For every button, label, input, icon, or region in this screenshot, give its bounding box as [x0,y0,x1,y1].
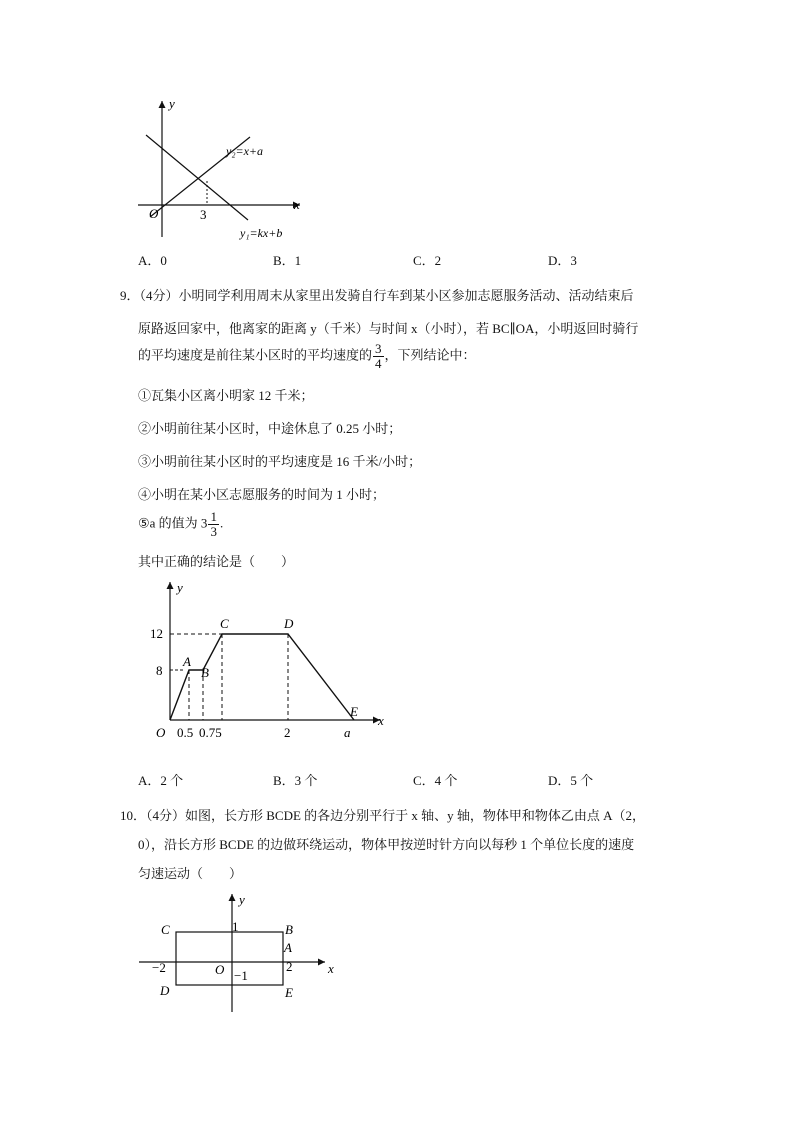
q9-option-b[interactable]: B．3 个 [273,773,318,788]
tick-x05: 0.5 [177,725,194,740]
point-b-label: B [285,922,293,937]
origin-label: O [156,725,166,740]
label-y1: y₁=kx+b [240,226,283,240]
y-axis-label: y [169,96,175,111]
q9-option-d[interactable]: D．5 个 [548,773,594,788]
distance-path [170,634,354,720]
q9-item-2: ②小明前往某小区时，中途休息了 0.25 小时； [138,421,402,436]
frac-numerator: 1 [210,509,217,524]
point-e-label: E [285,985,293,1000]
q9-item-3: ③小明前往某小区时的平均速度是 16 千米/小时； [138,454,422,469]
q9-line-1: 9．（4分）小明同学利用周末从家里出发骑自行车到某小区参加志愿服务活动、活动结束后 [120,288,634,303]
q8-option-d[interactable]: D．3 [548,253,577,268]
q9-line-2: 原路返回家中，他离家的距离 y（千米）与时间 x（小时），若 BC∥OA，小明返回时骑行 [138,321,639,336]
point-a-label: A [183,654,191,669]
x-axis-label: x [294,197,300,212]
q8-option-c[interactable]: C．2 [413,253,442,268]
q10-line-2: 0），沿长方形 BCDE 的边做环绕运动，物体甲按逆时针方向以每秒 1 个单位长度的速度 [138,837,635,852]
q10-line-1: 10．（4分）如图，长方形 BCDE 的各边分别平行于 x 轴、y 轴，物体甲和物体乙由点 A（2， [120,808,646,823]
q9-option-c[interactable]: C．4 个 [413,773,458,788]
point-a-label: A [284,940,292,955]
point-e-label: E [350,704,358,719]
tick-y12: 12 [150,626,163,641]
y-axis-label: y [177,580,183,595]
graph-distance-time [140,578,390,743]
q8-option-b[interactable]: B．1 [273,253,302,268]
tick-x2: 2 [284,725,291,740]
rectangle-bcde [176,932,283,985]
fraction-three-quarters [373,342,384,371]
q9-item-1: ①瓦集小区离小明家 12 千米； [138,388,314,403]
q9-item-4: ④小明在某小区志愿服务的时间为 1 小时； [138,487,386,502]
tick-x2: 2 [286,959,293,974]
point-d-label: D [284,616,294,631]
q9-line-3-text: 的平均速度是前往某小区时的平均速度的 [138,347,373,363]
graph-linear-intersection [128,95,308,245]
q9-line-3 [138,342,476,371]
x-axis-label: x [378,713,384,728]
x-axis-label: x [328,961,334,976]
tick-3: 3 [200,207,207,222]
tick-y1: 1 [232,919,239,934]
tick-xm2: −2 [152,960,166,975]
q9-item-5-text: ⑤a 的值为 3 [138,515,208,531]
q9-question: 其中正确的结论是（ ） [138,554,295,569]
q9-item-5-tail: . [219,515,224,531]
q10-line-3: 匀速运动（ ） [138,866,243,881]
origin-label: O [149,206,159,221]
frac-denominator: 4 [375,356,382,371]
label-y2: y₂=x+a [226,144,264,158]
tick-x075: 0.75 [199,725,222,740]
q9-option-a[interactable]: A．2 个 [138,773,184,788]
tick-y8: 8 [156,663,163,678]
q9-item-5 [138,510,223,539]
point-c-label: C [220,616,229,631]
point-b-label: B [201,665,209,680]
y-axis-label: y [239,892,245,907]
point-c-label: C [161,922,170,937]
tick-xa: a [344,725,351,740]
point-d-label: D [160,983,170,998]
q8-option-a[interactable]: A．0 [138,253,167,268]
frac-numerator: 3 [375,341,382,356]
graph-rectangle-bcde [135,890,350,1015]
fraction-one-third [208,510,219,539]
origin-label: O [215,962,225,977]
tick-ym1: −1 [234,968,248,983]
frac-denominator: 3 [210,524,217,539]
q9-line-3-tail: ，下列结论中： [384,347,476,363]
